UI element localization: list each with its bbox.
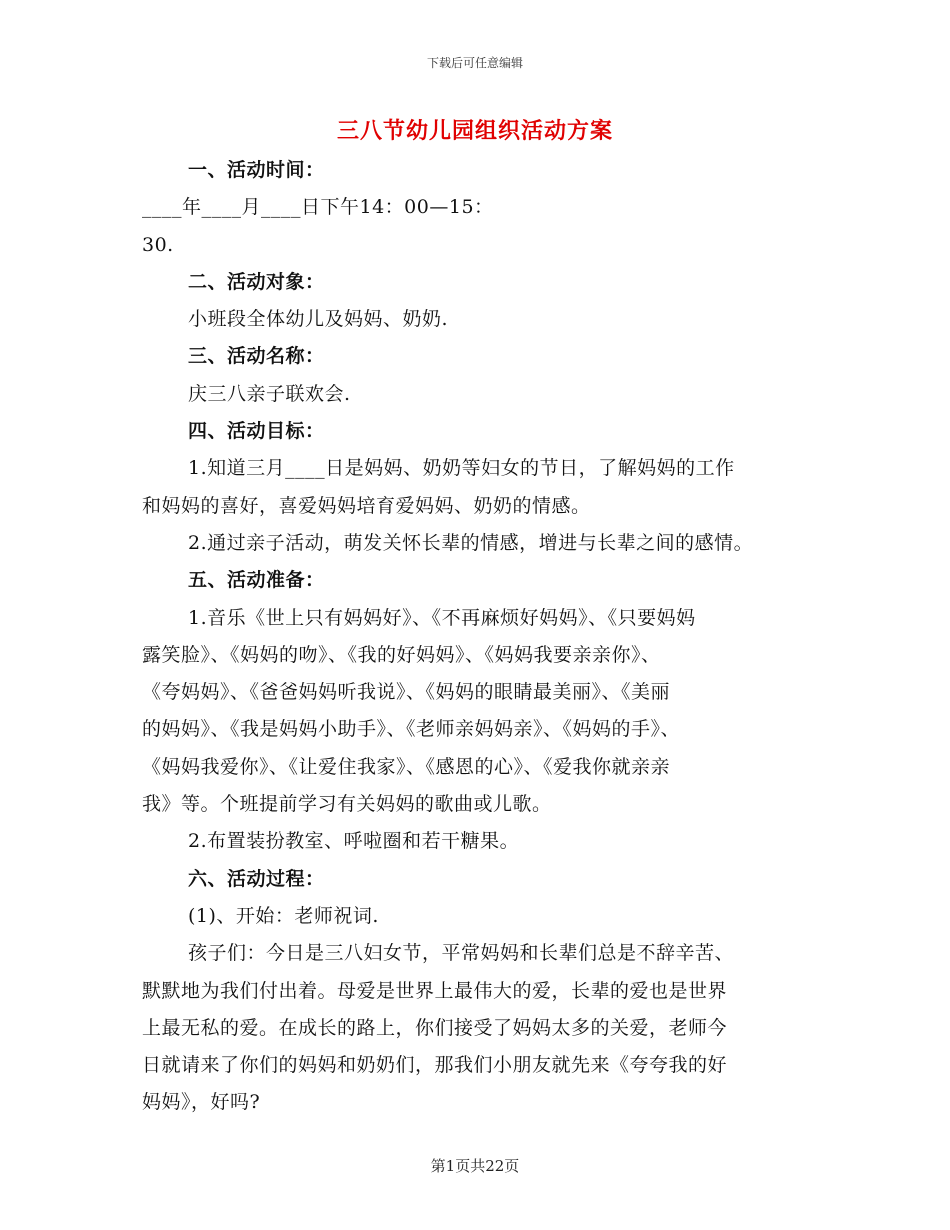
section-heading-target: 二、活动对象： bbox=[188, 270, 325, 293]
paragraph-line: 30. bbox=[142, 233, 174, 256]
section-heading-goals: 四、活动目标： bbox=[188, 420, 325, 443]
section-heading-preparation: 五、活动准备： bbox=[188, 569, 325, 592]
document-title: 三八节幼儿园组织活动方案 bbox=[336, 118, 613, 144]
paragraph-line: 庆三八亲子联欢会. bbox=[188, 382, 351, 405]
paragraph-line: 2.布置装扮教室、呼啦圈和若干糖果。 bbox=[188, 830, 520, 853]
header-note: 下载后可任意编辑 bbox=[426, 56, 523, 70]
paragraph-line: ____年____月____日下午14：00—15： bbox=[142, 196, 494, 219]
document-body bbox=[142, 152, 822, 1122]
paragraph-line: 小班段全体幼儿及妈妈、奶奶. bbox=[188, 308, 449, 331]
paragraph-line: 和妈妈的喜好，喜爱妈妈培育爱妈妈、奶奶的情感。 bbox=[142, 494, 591, 517]
paragraph-line: 默默地为我们付出着。母爱是世界上最伟大的爱，长辈的爱也是世界 bbox=[142, 979, 728, 1002]
paragraph-line: 孩子们：今日是三八妇女节，平常妈妈和长辈们总是不辞辛苦、 bbox=[188, 942, 735, 965]
page-footer: 第1页共22页 bbox=[430, 1157, 520, 1175]
paragraph-line: 妈妈》，好吗? bbox=[142, 1091, 261, 1114]
paragraph-line: 上最无私的爱。在成长的路上，你们接受了妈妈太多的关爱，老师今 bbox=[142, 1016, 728, 1039]
paragraph-line: 1.音乐《世上只有妈妈好》、《不再麻烦好妈妈》、《只要妈妈 bbox=[188, 606, 696, 629]
paragraph-line: 我》等。个班提前学习有关妈妈的歌曲或儿歌。 bbox=[142, 793, 552, 816]
section-heading-name: 三、活动名称： bbox=[188, 345, 325, 368]
paragraph-line: 日就请来了你们的妈妈和奶奶们，那我们小朋友就先来《夸夸我的好 bbox=[142, 1054, 728, 1077]
paragraph-line: 《妈妈我爱你》、《让爱住我家》、《感恩的心》、《爱我你就亲亲 bbox=[142, 755, 671, 778]
paragraph-line: 2.通过亲子活动，萌发关怀长辈的情感，增进与长辈之间的感情。 bbox=[188, 531, 754, 554]
paragraph-line: (1)、开始：老师祝词. bbox=[188, 904, 379, 927]
paragraph-line: 的妈妈》、《我是妈妈小助手》、《老师亲妈妈亲》、《妈妈的手》、 bbox=[142, 718, 681, 741]
section-heading-time: 一、活动时间： bbox=[188, 159, 325, 181]
section-heading-process: 六、活动过程： bbox=[188, 867, 325, 890]
paragraph-line: 1.知道三月____日是妈妈、奶奶等妇女的节日，了解妈妈的工作 bbox=[188, 457, 735, 480]
paragraph-line: 《夸妈妈》、《爸爸妈妈听我说》、《妈妈的眼睛最美丽》、《美丽 bbox=[142, 681, 671, 704]
paragraph-line: 露笑脸》、《妈妈的吻》、《我的好妈妈》、《妈妈我要亲亲你》、 bbox=[142, 643, 661, 666]
